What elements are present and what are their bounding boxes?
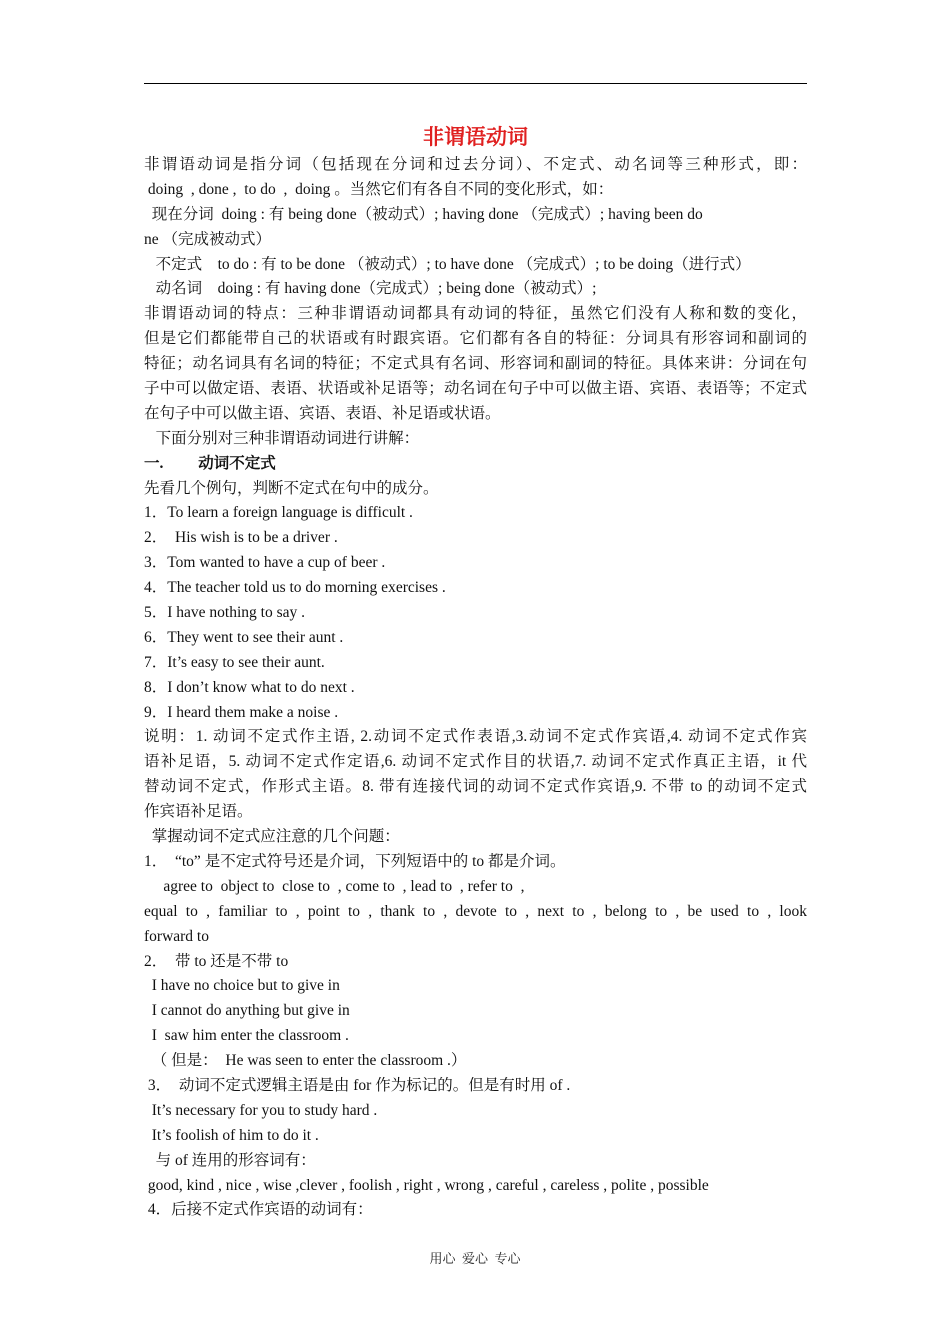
document-title: 非谓语动词 xyxy=(423,125,528,149)
page-footer: 用心 爱心 专心 xyxy=(429,1251,521,1266)
text-line: It’s foolish of him to do it . xyxy=(144,1126,319,1144)
text-line: 先看几个例句，判断不定式在句中的成分。 xyxy=(144,479,439,497)
header-rule xyxy=(144,83,807,84)
text-line: 5．I have nothing to say . xyxy=(144,604,306,622)
text-line: equal to , familiar to , point to , thank to , devote to , next to , belong to , be used to , look xyxy=(144,902,807,920)
text-line: 9．I heard them make a noise . xyxy=(144,703,339,721)
text-line: 非谓语动词是指分词（包括现在分词和过去分词）、不定式、动名词等三种形式，即： xyxy=(144,156,807,173)
text-line: I have no choice but to give in xyxy=(144,977,340,995)
text-line: 非谓语动词的特点：三种非谓语动词都具有动词的特征，虽然它们没有人称和数的变化， xyxy=(144,305,807,323)
text-line: 下面分别对三种非谓语动词进行讲解： xyxy=(144,429,420,447)
text-line: It’s necessary for you to study hard . xyxy=(144,1101,378,1119)
text-line: 语补足语，5. 动词不定式作定语,6. 动词不定式作目的状语,7. 动词不定式作真正主语，it 代 xyxy=(144,753,807,771)
text-line: 3．Tom wanted to have a cup of beer . xyxy=(144,554,386,572)
text-line: 1． “to” 是不定式符号还是介词，下列短语中的 to 都是介词。 xyxy=(144,852,566,870)
text-line: 现在分词 doing : 有 being done（被动式）; having done （完成式）; having been do xyxy=(144,205,703,223)
document-body xyxy=(144,122,807,1223)
text-line: 掌握动词不定式应注意的几个问题： xyxy=(144,828,400,846)
text-line: doing , done , to do , doing 。当然它们有各自不同的变化形式，如： xyxy=(144,180,614,198)
text-line: 3． 动词不定式逻辑主语是由 for 作为标记的。但是有时用 of . xyxy=(144,1076,571,1094)
text-line: agree to object to close to , come to , lead to , refer to , xyxy=(144,877,525,895)
text-lines xyxy=(144,153,807,1223)
text-line: （ 但是： He was seen to enter the classroom .） xyxy=(144,1052,467,1070)
text-line: good, kind , nice , wise ,clever , foolish , right , wrong , careful , careless , polite , possible xyxy=(144,1176,709,1194)
text-line: 4．The teacher told us to do morning exercises . xyxy=(144,579,446,597)
text-line: 2． His wish is to be a driver . xyxy=(144,529,338,547)
text-line: 2． 带 to 还是不带 to xyxy=(144,952,289,970)
text-line: 特征；动名词具有名词的特征；不定式具有名词、形容词和副词的特征。具体来讲：分词在句 xyxy=(144,355,807,373)
text-line: 说明：1. 动词不定式作主语, 2.动词不定式作表语,3.动词不定式作宾语,4. 动词不定式作宾 xyxy=(144,728,807,746)
text-line: 但是它们都能带自己的状语或有时跟宾语。它们都有各自的特征：分词具有形容词和副词的 xyxy=(144,330,807,348)
text-line: 子中可以做定语、表语、状语或补足语等；动名词在句子中可以做主语、宾语、表语等；不定式 xyxy=(144,380,807,398)
text-line: 4．后接不定式作宾语的动词有： xyxy=(144,1201,373,1219)
text-line: 8．I don’t know what to do next . xyxy=(144,678,355,696)
text-line: 6．They went to see their aunt . xyxy=(144,628,344,646)
text-line: 1．To learn a foreign language is difficult . xyxy=(144,504,413,522)
text-line: 在句子中可以做主语、宾语、表语、补足语或状语。 xyxy=(144,404,501,422)
text-line: forward to xyxy=(144,927,209,945)
text-line: 作宾语补足语。 xyxy=(144,803,253,821)
text-line: 一. 动词不定式 xyxy=(144,454,276,472)
text-line: 7．It’s easy to see their aunt. xyxy=(144,653,325,671)
text-line: 不定式 to do : 有 to be done （被动式）; to have done （完成式）; to be doing（进行式） xyxy=(144,255,751,273)
text-line: I saw him enter the classroom . xyxy=(144,1027,349,1045)
text-line: 替动词不定式，作形式主语。8. 带有连接代词的动词不定式作宾语,9. 不带 to 的动词不定式 xyxy=(144,778,807,796)
text-line: ne （完成被动式） xyxy=(144,230,272,248)
text-line: 动名词 doing : 有 having done（完成式）; being done（被动式）; xyxy=(144,280,597,298)
text-line: 与 of 连用的形容词有： xyxy=(144,1151,316,1169)
text-line: I cannot do anything but give in xyxy=(144,1002,350,1020)
